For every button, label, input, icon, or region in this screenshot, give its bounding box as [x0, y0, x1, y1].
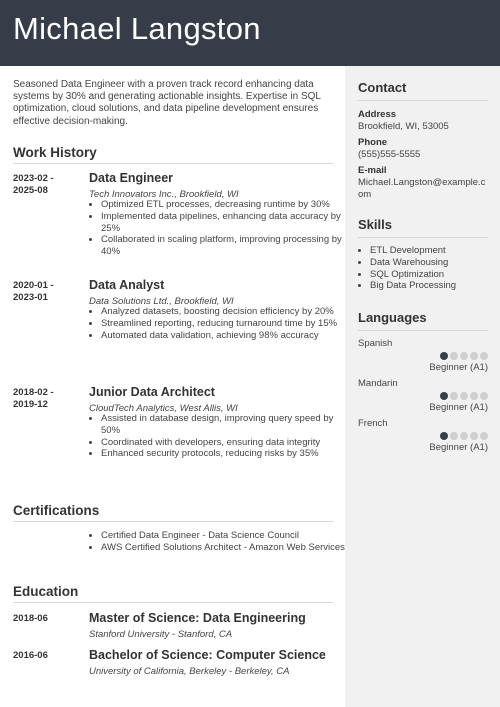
job-dates [13, 173, 83, 197]
language-level: Beginner (A1) [429, 362, 488, 373]
job-title: Data Engineer [89, 171, 174, 185]
job-bullet: • Optimized ETL processes, decreasing runtime by 30% [101, 199, 345, 211]
candidate-name: Michael Langston [13, 11, 261, 46]
job-date-start: 2018-02 - [13, 387, 54, 398]
certifications-title: Certifications [13, 503, 100, 518]
job-company: Tech Innovators Inc., Brookfield, WI [89, 189, 239, 200]
rating-dot-empty [450, 352, 458, 360]
languages-title: Languages [358, 310, 427, 325]
rating-dot-empty [480, 352, 488, 360]
certifications-divider [13, 521, 333, 522]
education-school: University of California, Berkeley - Berkeley, CA [89, 666, 290, 677]
skill-item: • SQL Optimization [370, 269, 488, 281]
job-date-start: 2020-01 - [13, 280, 54, 291]
rating-dot-empty [450, 432, 458, 440]
language-rating [440, 392, 488, 400]
skill-item: • Data Warehousing [370, 257, 488, 269]
job-title: Junior Data Architect [89, 385, 215, 399]
work-history-title: Work History [13, 145, 97, 160]
rating-dot-empty [480, 392, 488, 400]
skills-list [358, 245, 488, 292]
sidebar [345, 66, 500, 707]
job-company: CloudTech Analytics, West Allis, WI [89, 403, 238, 414]
language-rating [440, 352, 488, 360]
language-name: Spanish [358, 338, 393, 349]
certification-item: • AWS Certified Solutions Architect - Amazon Web Services [101, 542, 345, 554]
certification-item: • Certified Data Engineer - Data Science Council [101, 530, 345, 542]
phone-label: Phone [358, 137, 388, 148]
job-title: Data Analyst [89, 278, 165, 292]
education-school: Stanford University - Stanford, CA [89, 629, 233, 640]
job-bullet: • Implemented data pipelines, enhancing data accuracy by 25% [101, 211, 345, 235]
contact-divider [358, 100, 488, 101]
job-bullets [89, 413, 345, 460]
job-bullet: • Assisted in database design, improving query speed by 50% [101, 413, 345, 437]
rating-dot-filled [440, 432, 448, 440]
job-date-end: 2025-08 [13, 185, 48, 196]
skills-divider [358, 237, 488, 238]
education-degree: Bachelor of Science: Computer Science [89, 648, 326, 662]
rating-dot-empty [480, 432, 488, 440]
job-bullet: • Collaborated in scaling platform, improving processing by 40% [101, 234, 345, 258]
professional-summary: Seasoned Data Engineer with a proven track record enhancing data systems by 30% and generating actionable insights. Expertise in SQL optimization, cloud solutions, and data pipeline development ensures effective decision-making. [13, 79, 321, 127]
rating-dot-filled [440, 392, 448, 400]
resume-header [0, 0, 500, 66]
education-divider [13, 602, 333, 603]
language-name: Mandarin [358, 378, 398, 389]
job-date-end: 2019-12 [13, 399, 48, 410]
education-degree: Master of Science: Data Engineering [89, 611, 306, 625]
address-value: Brookfield, WI, 53005 [358, 121, 449, 132]
rating-dot-filled [440, 352, 448, 360]
rating-dot-empty [470, 352, 478, 360]
job-dates [13, 280, 83, 304]
job-bullet: • Streamlined reporting, reducing turnaround time by 15% [101, 318, 345, 330]
skill-item: • Big Data Processing [370, 280, 488, 292]
education-title: Education [13, 584, 79, 599]
job-bullet: • Enhanced security protocols, reducing risks by 35% [101, 448, 345, 460]
language-name: French [358, 418, 388, 429]
education-date: 2016-06 [13, 650, 48, 661]
rating-dot-empty [460, 432, 468, 440]
job-bullet: • Automated data validation, achieving 98% accuracy [101, 330, 345, 342]
rating-dot-empty [460, 352, 468, 360]
certifications-list [89, 530, 345, 554]
job-bullet: • Analyzed datasets, boosting decision efficiency by 20% [101, 306, 345, 318]
email-value: Michael.Langston@example.com [358, 177, 486, 200]
skill-item: • ETL Development [370, 245, 488, 257]
job-date-start: 2023-02 - [13, 173, 54, 184]
education-date: 2018-06 [13, 613, 48, 624]
language-rating [440, 432, 488, 440]
work-history-divider [13, 163, 333, 164]
rating-dot-empty [460, 392, 468, 400]
contact-title: Contact [358, 80, 407, 95]
job-dates [13, 387, 83, 411]
job-company: Data Solutions Ltd., Brookfield, WI [89, 296, 234, 307]
job-bullets [89, 306, 345, 341]
skills-title: Skills [358, 217, 392, 232]
rating-dot-empty [450, 392, 458, 400]
address-label: Address [358, 109, 397, 120]
rating-dot-empty [470, 432, 478, 440]
language-level: Beginner (A1) [429, 442, 488, 453]
language-level: Beginner (A1) [429, 402, 488, 413]
job-bullets [89, 199, 345, 258]
phone-value: (555)555-5555 [358, 149, 421, 160]
job-bullet: • Coordinated with developers, ensuring data integrity [101, 437, 345, 449]
job-date-end: 2023-01 [13, 292, 48, 303]
email-label: E-mail [358, 165, 387, 176]
languages-divider [358, 330, 488, 331]
rating-dot-empty [470, 392, 478, 400]
